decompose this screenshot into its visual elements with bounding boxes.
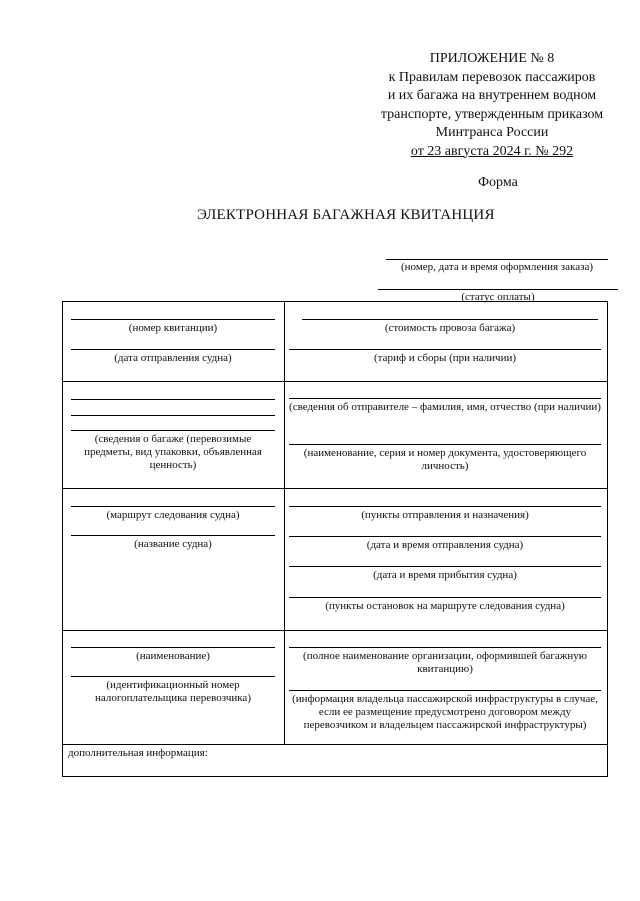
receipt-number-caption: (номер квитанции) — [128, 322, 218, 334]
id-document-field — [289, 444, 601, 473]
receipt-number-field — [71, 319, 275, 335]
carrier-inn-caption: (идентификационный номер налогоплательщика перевозчика) — [95, 679, 251, 704]
appendix-header — [372, 50, 612, 161]
appendix-line-3: транспорте, утвержденным приказом — [380, 106, 604, 122]
infrastructure-owner-field — [289, 690, 601, 732]
sender-caption: (сведения об отправителе – фамилия, имя, отчество (при наличии) — [289, 401, 601, 413]
baggage-info-caption: (сведения о багаже (перевозимые предметы, вид упаковки, объявленная ценность) — [84, 433, 262, 471]
vessel-name-field — [71, 535, 275, 551]
departure-arrival-points-caption: (пункты отправления и назначения) — [361, 509, 529, 521]
issuer-organization-caption: (полное наименование организации, оформившей багажную квитанцию) — [303, 650, 587, 675]
route-caption: (маршрут следования судна) — [106, 509, 240, 521]
route-field — [71, 506, 275, 522]
id-document-caption: (наименование, серия и номер документа, удостоверяющего личность) — [303, 447, 587, 472]
column-divider — [284, 302, 285, 744]
departure-datetime-caption: (дата и время отправления судна) — [366, 539, 524, 551]
infrastructure-owner-caption: (информация владельца пассажирской инфраструктуры в случае, если ее размещение предусмотрено договором между перевозчиком и владельцем пассажирской инфраструктуры) — [292, 693, 598, 731]
baggage-cost-field — [302, 319, 598, 335]
stops-caption: (пункты остановок на маршруте следования судна) — [325, 600, 565, 612]
tariff-field — [289, 349, 601, 365]
departure-datetime-field — [289, 536, 601, 552]
arrival-datetime-caption: (дата и время прибытия судна) — [373, 569, 517, 581]
additional-info-label: дополнительная информация: — [68, 747, 208, 759]
section-divider — [63, 630, 607, 631]
baggage-line — [71, 415, 275, 416]
baggage-cost-caption: (стоимость провоза багажа) — [384, 322, 516, 334]
section-divider — [63, 488, 607, 489]
order-caption: (номер, дата и время оформления заказа) — [401, 261, 593, 273]
payment-caption: (статус оплаты) — [461, 291, 535, 303]
departure-date-caption: (дата отправления судна) — [114, 352, 232, 364]
section-divider — [63, 744, 607, 745]
baggage-info-field — [71, 430, 275, 472]
form-label: Форма — [478, 175, 518, 190]
vessel-name-caption: (название судна) — [134, 538, 212, 550]
receipt-table — [62, 301, 608, 777]
arrival-datetime-field — [289, 566, 601, 582]
order-line — [386, 259, 608, 260]
stops-field — [289, 597, 601, 613]
departure-arrival-points-field — [289, 506, 601, 522]
baggage-line — [71, 399, 275, 400]
payment-line — [378, 289, 618, 290]
section-divider — [63, 381, 607, 382]
carrier-name-field — [71, 647, 275, 663]
document-title: ЭЛЕКТРОННАЯ БАГАЖНАЯ КВИТАНЦИЯ — [197, 207, 495, 223]
issuer-organization-field — [289, 647, 601, 676]
tariff-caption: (тариф и сборы (при наличии) — [373, 352, 517, 364]
appendix-line-4: Минтранса России — [435, 125, 549, 140]
appendix-number: ПРИЛОЖЕНИЕ № 8 — [429, 51, 555, 66]
sender-field — [289, 398, 601, 414]
departure-date-field — [71, 349, 275, 365]
carrier-inn-field — [71, 676, 275, 705]
appendix-line-2: и их багажа на внутреннем водном — [387, 88, 597, 103]
appendix-line-1: к Правилам перевозок пассажиров — [388, 69, 596, 85]
carrier-name-caption: (наименование) — [136, 650, 210, 662]
appendix-date: от 23 августа 2024 г. № 292 — [410, 143, 574, 159]
